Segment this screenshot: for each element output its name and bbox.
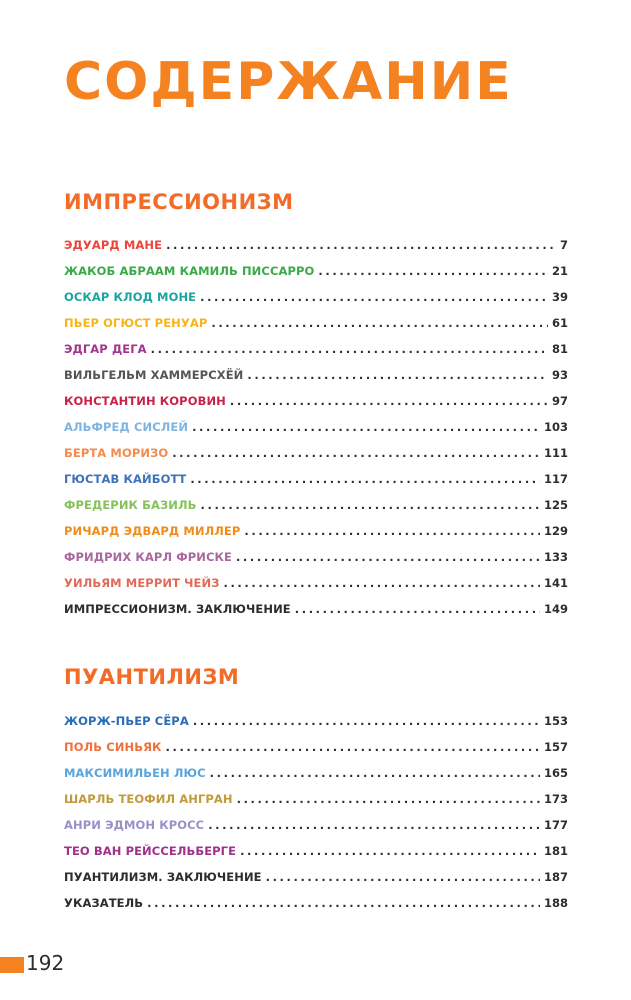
toc-entry-label: ЖОРЖ-ПЬЕР СЁРА bbox=[64, 714, 189, 728]
dot-leader bbox=[318, 266, 548, 278]
toc-entry-label: ГЮСТАВ КАЙБОТТ bbox=[64, 472, 187, 486]
toc-list-pointillism bbox=[64, 716, 568, 924]
dot-leader bbox=[266, 872, 540, 884]
toc-entry-label: КОНСТАНТИН КОРОВИН bbox=[64, 394, 226, 408]
toc-entry-label: УИЛЬЯМ МЕРРИТ ЧЕЙЗ bbox=[64, 576, 220, 590]
toc-entry-page-number: 111 bbox=[543, 446, 568, 460]
toc-entry-page-number: 103 bbox=[543, 420, 568, 434]
dot-leader bbox=[208, 820, 540, 832]
toc-entry[interactable] bbox=[64, 604, 568, 630]
toc-entry[interactable] bbox=[64, 552, 568, 578]
toc-entry-label: ЭДУАРД МАНЕ bbox=[64, 238, 163, 252]
dot-leader bbox=[190, 474, 540, 486]
toc-entry-label: ИМПРЕССИОНИЗМ. ЗАКЛЮЧЕНИЕ bbox=[64, 602, 291, 616]
toc-entry-page-number: 153 bbox=[543, 714, 568, 728]
toc-entry-page-number: 21 bbox=[551, 264, 568, 278]
toc-entry[interactable] bbox=[64, 448, 568, 474]
section-title-impressionism: ИМПРЕССИОНИЗМ bbox=[64, 190, 294, 214]
page-number: 192 bbox=[26, 951, 65, 975]
dot-leader bbox=[244, 526, 540, 538]
toc-entry[interactable] bbox=[64, 500, 568, 526]
toc-entry[interactable] bbox=[64, 898, 568, 924]
toc-entry[interactable] bbox=[64, 266, 568, 292]
toc-entry[interactable] bbox=[64, 578, 568, 604]
toc-entry-page-number: 117 bbox=[543, 472, 568, 486]
toc-entry-page-number: 149 bbox=[543, 602, 568, 616]
toc-entry[interactable] bbox=[64, 344, 568, 370]
toc-entry-page-number: 181 bbox=[543, 844, 568, 858]
toc-entry-page-number: 129 bbox=[543, 524, 568, 538]
toc-entry-label: ФРИДРИХ КАРЛ ФРИСКЕ bbox=[64, 550, 232, 564]
toc-entry-page-number: 39 bbox=[551, 290, 568, 304]
toc-entry-page-number: 125 bbox=[543, 498, 568, 512]
toc-entry[interactable] bbox=[64, 716, 568, 742]
toc-entry[interactable] bbox=[64, 820, 568, 846]
toc-entry[interactable] bbox=[64, 768, 568, 794]
toc-entry-page-number: 7 bbox=[559, 238, 568, 252]
page-title: СОДЕРЖАНИЕ bbox=[64, 52, 513, 112]
dot-leader bbox=[211, 318, 548, 330]
toc-entry[interactable] bbox=[64, 422, 568, 448]
toc-entry[interactable] bbox=[64, 396, 568, 422]
toc-entry[interactable] bbox=[64, 318, 568, 344]
toc-entry[interactable] bbox=[64, 526, 568, 552]
dot-leader bbox=[295, 604, 540, 616]
toc-entry[interactable] bbox=[64, 474, 568, 500]
toc-entry-label: ПУАНТИЛИЗМ. ЗАКЛЮЧЕНИЕ bbox=[64, 870, 262, 884]
toc-entry-page-number: 177 bbox=[543, 818, 568, 832]
toc-entry-page-number: 188 bbox=[543, 896, 568, 910]
toc-entry[interactable] bbox=[64, 846, 568, 872]
dot-leader bbox=[230, 396, 548, 408]
toc-entry-label: АЛЬФРЕД СИСЛЕЙ bbox=[64, 420, 189, 434]
toc-entry-label: ЖАКОБ АБРААМ КАМИЛЬ ПИССАРРО bbox=[64, 264, 315, 278]
dot-leader bbox=[223, 578, 540, 590]
toc-entry-label: ПОЛЬ СИНЬЯК bbox=[64, 740, 162, 754]
toc-entry[interactable] bbox=[64, 240, 568, 266]
dot-leader bbox=[151, 344, 548, 356]
dot-leader bbox=[192, 422, 540, 434]
toc-entry-label: ПЬЕР ОГЮСТ РЕНУАР bbox=[64, 316, 208, 330]
dot-leader bbox=[147, 898, 540, 910]
dot-leader bbox=[193, 716, 540, 728]
toc-entry-page-number: 133 bbox=[543, 550, 568, 564]
dot-leader bbox=[240, 846, 540, 858]
toc-entry-label: ШАРЛЬ ТЕОФИЛ АНГРАН bbox=[64, 792, 233, 806]
toc-entry-label: ЭДГАР ДЕГА bbox=[64, 342, 147, 356]
dot-leader bbox=[201, 500, 540, 512]
toc-entry-page-number: 97 bbox=[551, 394, 568, 408]
section-title-pointillism: ПУАНТИЛИЗМ bbox=[64, 665, 240, 689]
toc-entry-page-number: 165 bbox=[543, 766, 568, 780]
toc-entry-label: ТЕО ВАН РЕЙССЕЛЬБЕРГЕ bbox=[64, 844, 237, 858]
toc-entry-page-number: 93 bbox=[551, 368, 568, 382]
toc-entry[interactable] bbox=[64, 292, 568, 318]
toc-entry-label: ВИЛЬГЕЛЬМ ХАММЕРСХЁЙ bbox=[64, 368, 244, 382]
toc-entry-page-number: 61 bbox=[551, 316, 568, 330]
dot-leader bbox=[247, 370, 548, 382]
toc-entry-page-number: 173 bbox=[543, 792, 568, 806]
toc-entry-label: ОСКАР КЛОД МОНЕ bbox=[64, 290, 197, 304]
page-number-bar bbox=[0, 957, 24, 973]
dot-leader bbox=[236, 552, 540, 564]
toc-entry-label: МАКСИМИЛЬЕН ЛЮС bbox=[64, 766, 206, 780]
dot-leader bbox=[210, 768, 540, 780]
toc-entry-page-number: 187 bbox=[543, 870, 568, 884]
dot-leader bbox=[166, 240, 554, 252]
toc-entry[interactable] bbox=[64, 872, 568, 898]
toc-entry[interactable] bbox=[64, 794, 568, 820]
toc-entry[interactable] bbox=[64, 742, 568, 768]
toc-entry-label: АНРИ ЭДМОН КРОСС bbox=[64, 818, 205, 832]
toc-list-impressionism bbox=[64, 240, 568, 630]
toc-entry-label: УКАЗАТЕЛЬ bbox=[64, 896, 144, 910]
toc-entry-label: ФРЕДЕРИК БАЗИЛЬ bbox=[64, 498, 197, 512]
toc-entry[interactable] bbox=[64, 370, 568, 396]
dot-leader bbox=[172, 448, 540, 460]
toc-entry-label: БЕРТА МОРИЗО bbox=[64, 446, 169, 460]
toc-entry-page-number: 157 bbox=[543, 740, 568, 754]
dot-leader bbox=[237, 794, 540, 806]
dot-leader bbox=[200, 292, 548, 304]
dot-leader bbox=[166, 742, 540, 754]
toc-entry-page-number: 141 bbox=[543, 576, 568, 590]
toc-entry-page-number: 81 bbox=[551, 342, 568, 356]
toc-entry-label: РИЧАРД ЭДВАРД МИЛЛЕР bbox=[64, 524, 241, 538]
